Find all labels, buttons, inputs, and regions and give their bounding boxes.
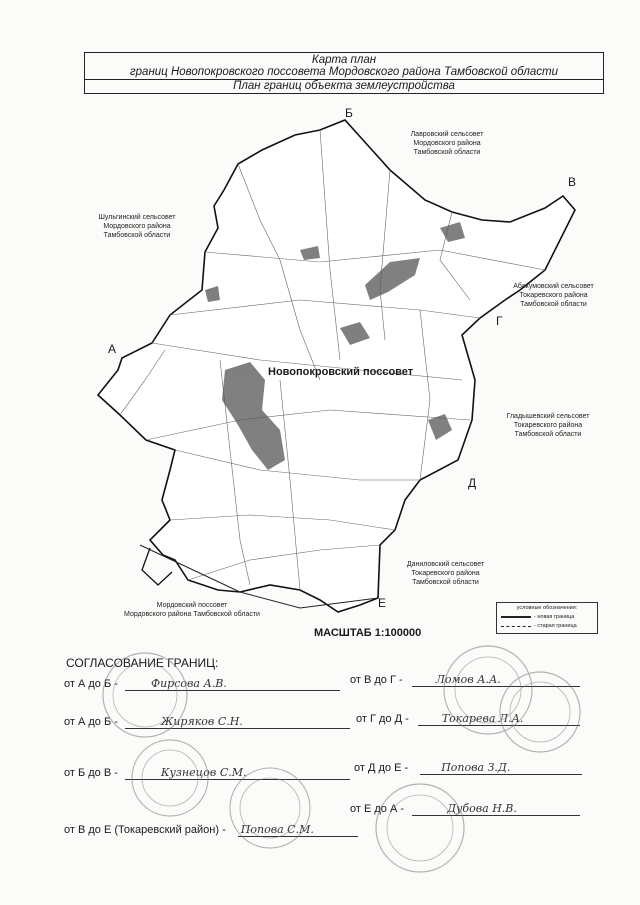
approval-row-1-label: от А до Б -	[64, 678, 118, 690]
approval-row-8	[64, 823, 314, 836]
new-boundary-swatch	[501, 616, 531, 618]
approval-row-1	[64, 677, 227, 690]
neighbor-abakumovsky-label: Абакумовский сельсовет Токаревского района Тамбовской области	[513, 283, 594, 308]
signature-line-2	[412, 686, 580, 687]
point-v-label: В	[568, 175, 577, 189]
approval-row-7-label: от Е до А -	[350, 803, 405, 815]
approval-row-6-label: от Д до Е -	[354, 762, 409, 774]
point-g-label: Г	[496, 314, 503, 328]
approval-row-3-label: от А до Б -	[64, 716, 118, 728]
approval-row-2	[350, 673, 501, 686]
legend-item-new	[501, 614, 597, 620]
map-plan-title: План границ объекта землеустройства	[233, 80, 455, 92]
neighbor-danilovsky-label: Даниловский сельсовет Токаревского района Тамбовской области	[406, 561, 485, 586]
map-scale: МАСШТАБ 1:100000	[314, 627, 422, 639]
signature-line-1	[125, 690, 340, 691]
signature-line-6	[420, 774, 582, 775]
point-b-label: Б	[345, 106, 353, 120]
signature-line-5	[125, 779, 350, 780]
approval-row-8-signature: Попова С.М.	[240, 823, 314, 836]
old-boundary-swatch	[501, 626, 531, 627]
signature-line-7	[412, 815, 580, 816]
center-settlement-label: Новопокровский поссовет	[268, 366, 414, 378]
legend-item-old	[501, 623, 597, 629]
point-e-label: Е	[378, 596, 387, 610]
neighbor-gladyshevsky-label: Гладышевский сельсовет Токаревского района Тамбовской области	[506, 413, 590, 438]
signature-line-4	[418, 725, 580, 726]
approval-row-5	[64, 766, 247, 779]
point-d-label: Д	[468, 476, 477, 490]
point-a-label: А	[108, 342, 117, 356]
neighbor-shulginsky-label: Шульгинский сельсовет Мордовского района Тамбовской области	[98, 214, 176, 239]
map-title: Карта план	[311, 54, 377, 66]
legend-item-old-label: - старая граница	[534, 623, 577, 629]
map-legend	[496, 602, 598, 634]
neighbor-lavrovsky-label: Лавровский сельсовет Мордовского района Тамбовской области	[410, 131, 484, 156]
approval-row-8-label: от В до Е (Токаревский район) -	[64, 824, 226, 836]
signature-line-3	[125, 728, 350, 729]
legend-title: условные обозначения:	[516, 605, 578, 611]
legend-item-new-label: - новая граница	[534, 614, 575, 620]
approval-row-6	[354, 761, 510, 774]
approval-row-5-label: от Б до В -	[64, 767, 118, 779]
signature-line-8	[238, 836, 358, 837]
neighbor-mordovsky-label: Мордовский поссовет Мордовского района Тамбовской области	[124, 602, 260, 618]
approval-row-4-signature: Токарева Л.А.	[441, 712, 524, 725]
approval-row-4	[356, 712, 523, 725]
approval-row-2-signature: Ломов А.А.	[435, 673, 501, 686]
approval-row-1-signature: Фирсова А.В.	[150, 677, 227, 690]
approval-row-5-signature: Кузнецов С.М.	[160, 766, 247, 779]
approval-heading: СОГЛАСОВАНИЕ ГРАНИЦ:	[66, 656, 219, 670]
approval-row-4-label: от Г до Д -	[356, 713, 409, 725]
approval-row-6-signature: Попова З.Д.	[441, 761, 511, 774]
approval-row-3	[64, 715, 243, 728]
approval-row-7-signature: Дубова Н.В.	[447, 802, 517, 815]
approval-row-2-label: от В до Г -	[350, 674, 403, 686]
approval-row-7	[350, 802, 517, 815]
approval-row-3-signature: Жиряков С.Н.	[160, 715, 243, 728]
map-subtitle: границ Новопокровского поссовета Мордовского района Тамбовской области	[129, 66, 559, 78]
